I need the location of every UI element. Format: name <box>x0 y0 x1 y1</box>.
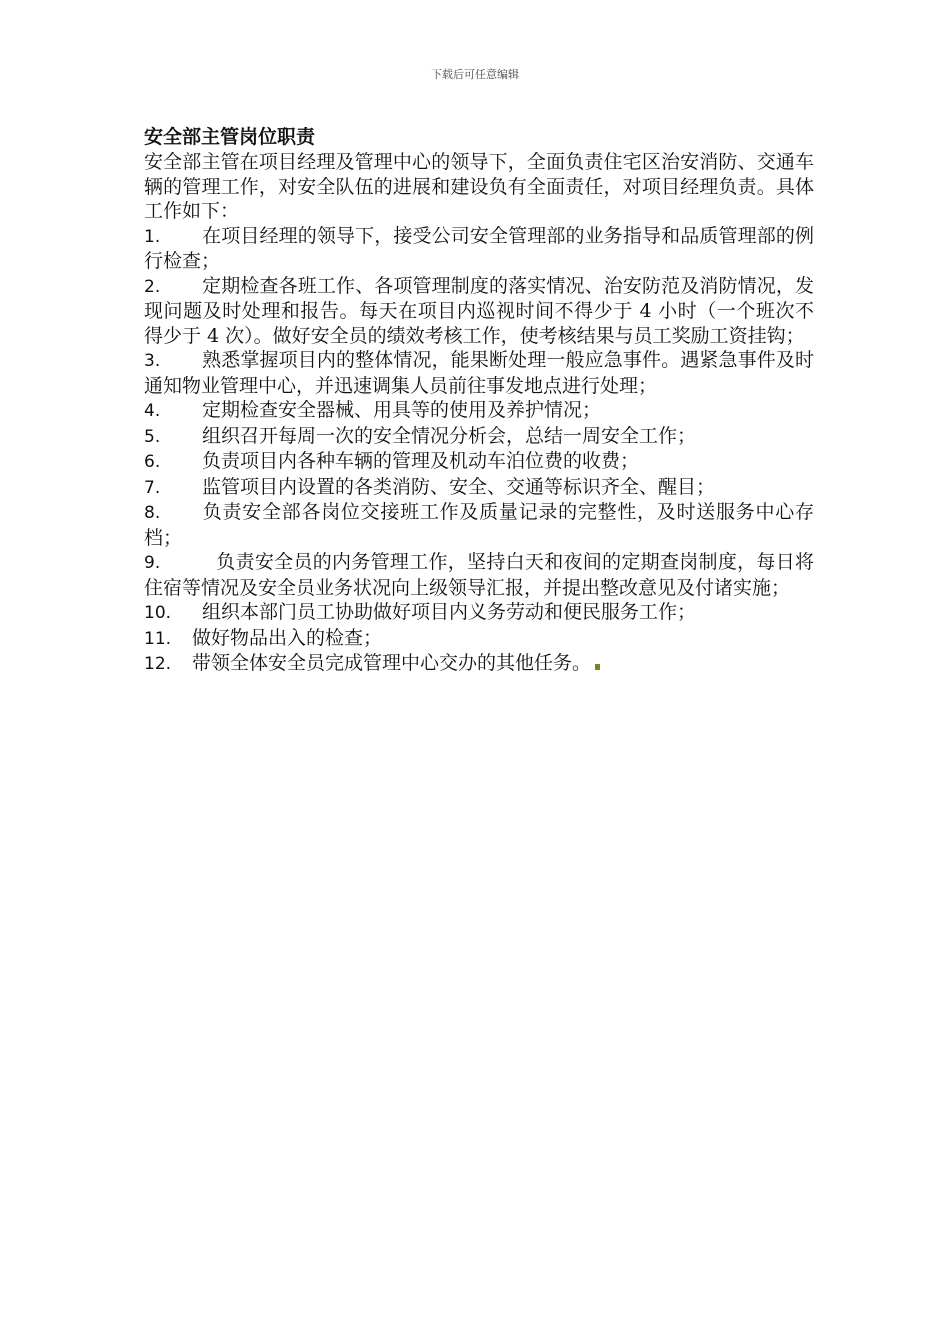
duty-number: 2. <box>144 276 161 297</box>
duty-item-9 <box>144 550 814 600</box>
duty-number: 7. <box>144 477 161 498</box>
duty-number: 5. <box>144 426 161 447</box>
duty-text: 做好物品出入的检查； <box>192 626 383 649</box>
duty-text: 负责安全部各岗位交接班工作及质量记录的完整性，及时送服务中心存档； <box>144 501 814 549</box>
duty-item-5 <box>144 424 814 450</box>
duty-item-12 <box>144 651 814 677</box>
duty-number: 1. <box>144 226 161 247</box>
duty-text: 组织召开每周一次的安全情况分析会，总结一周安全工作； <box>202 424 697 447</box>
document-title: 安全部主管岗位职责 <box>144 126 316 148</box>
duty-item-7 <box>144 475 814 501</box>
duty-text: 带领全体安全员完成管理中心交办的其他任务。 <box>192 652 592 674</box>
duty-number: 3. <box>144 351 161 371</box>
duty-item-4 <box>144 398 814 424</box>
duty-item-10 <box>144 600 814 626</box>
duty-number: 12. <box>144 654 172 674</box>
duty-item-6 <box>144 449 814 475</box>
duty-text: 组织本部门员工协助做好项目内义务劳动和便民服务工作； <box>202 601 697 623</box>
duty-list <box>144 224 814 677</box>
duty-number: 11. <box>144 628 172 649</box>
duty-text: 定期检查各班工作、各项管理制度的落实情况、治安防范及消防情况，发现问题及时处理和报告。每天在项目内巡视时间不得少于 4 小时（一个班次不得少于 4 次）。做好安全员的绩效考核工作，使考核结果与员工奖励工资挂钩； <box>144 274 814 347</box>
duty-text: 熟悉掌握项目内的整体情况，能果断处理一般应急事件。遇紧急事件及时通知物业管理中心，并迅速调集人员前往事发地点进行处理； <box>144 349 814 397</box>
duty-item-2 <box>144 274 814 349</box>
duty-item-1 <box>144 224 814 274</box>
duty-number: 4. <box>144 401 161 421</box>
duty-text: 监管项目内设置的各类消防、安全、交通等标识齐全、醒目； <box>202 475 716 498</box>
duty-number: 8. <box>144 503 161 523</box>
duty-text: 在项目经理的领导下，接受公司安全管理部的业务指导和品质管理部的例行检查； <box>144 224 814 272</box>
duty-item-8 <box>144 500 814 550</box>
duty-number: 9. <box>144 553 161 573</box>
duty-text: 负责项目内各种车辆的管理及机动车泊位费的收费； <box>202 450 640 472</box>
duty-item-3 <box>144 348 814 398</box>
paragraph-end-mark-icon <box>595 664 600 670</box>
duty-number: 10. <box>144 603 172 623</box>
duty-item-11 <box>144 626 814 652</box>
duty-number: 6. <box>144 452 161 472</box>
intro-paragraph: 安全部主管在项目经理及管理中心的领导下，全面负责住宅区治安消防、交通车辆的管理工作，对安全队伍的进展和建设负有全面责任，对项目经理负责。具体工作如下： <box>144 151 814 222</box>
document-body <box>144 124 814 677</box>
duty-text: 定期检查安全器械、用具等的使用及养护情况； <box>202 399 602 421</box>
duty-text: 负责安全员的内务管理工作，坚持白天和夜间的定期查岗制度，每日将住宿等情况及安全员业务状况向上级领导汇报，并提出整改意见及付诸实施； <box>144 551 814 599</box>
page-header-note: 下载后可任意编辑 <box>431 68 519 81</box>
